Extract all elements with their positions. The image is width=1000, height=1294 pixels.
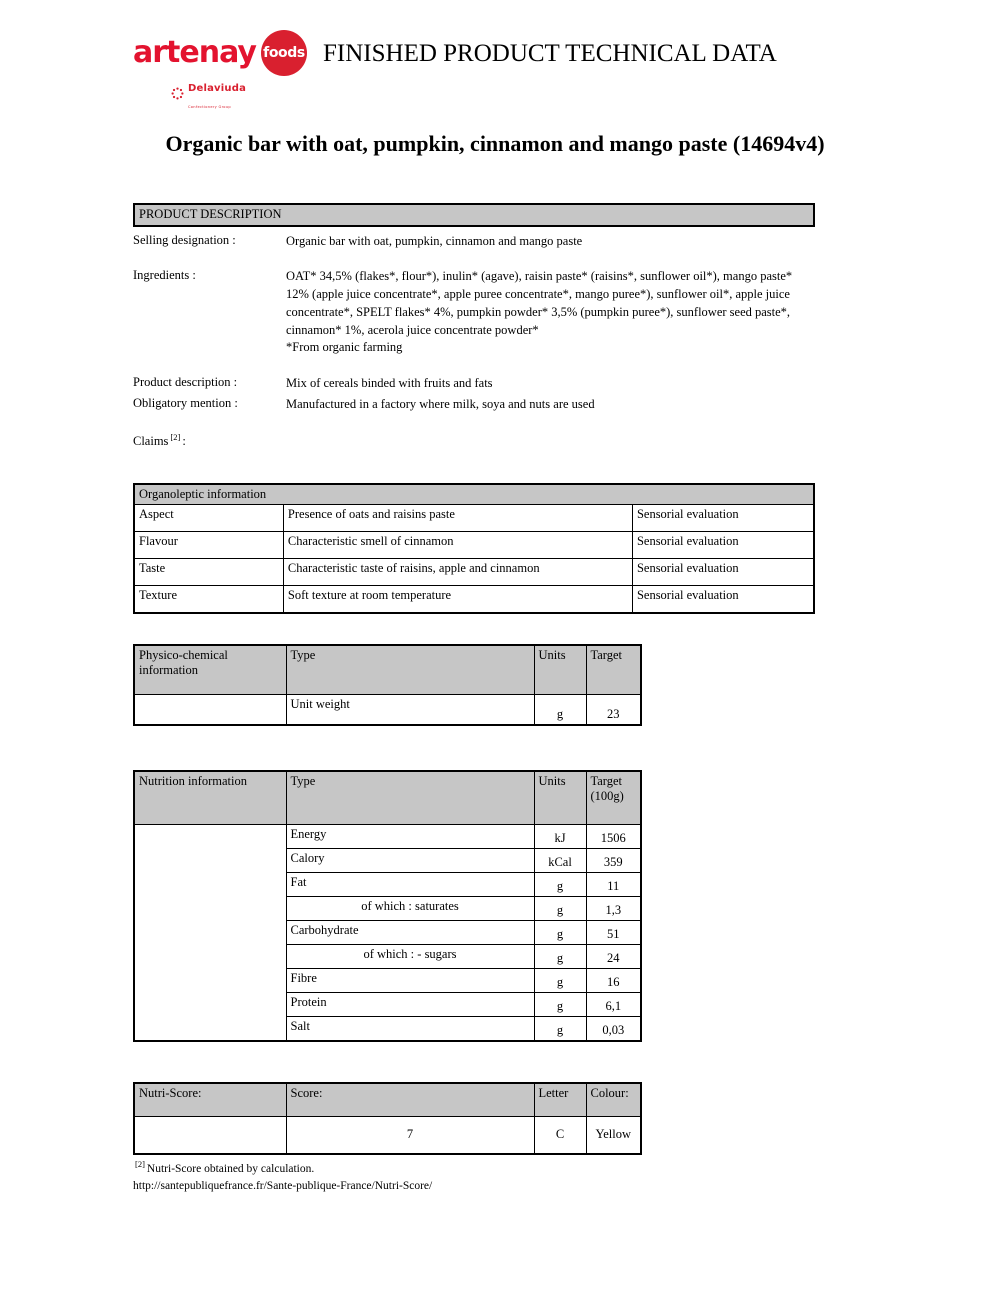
cell-units: g — [534, 1016, 586, 1041]
cell-spec: Characteristic smell of cinnamon — [283, 531, 632, 558]
cell-type: Fat — [286, 872, 534, 896]
cell-units: g — [534, 872, 586, 896]
field-label: Ingredients : — [133, 268, 196, 283]
cell-type: Carbohydrate — [286, 920, 534, 944]
cell-nutrition-name — [134, 824, 286, 1041]
table-row — [134, 824, 641, 848]
header-target-line2: (100g) — [590, 788, 624, 803]
product-description-band: PRODUCT DESCRIPTION — [133, 203, 815, 227]
cell-method: Sensorial evaluation — [632, 531, 814, 558]
cell-units: g — [534, 944, 586, 968]
header-nutrition-name: Nutrition information — [134, 771, 286, 825]
table-row — [134, 504, 814, 531]
cell-target: 23 — [586, 694, 641, 725]
header-nutriscore-letter: Letter — [534, 1083, 586, 1117]
cell-type: of which : - sugars — [286, 944, 534, 968]
field-label: Obligatory mention : — [133, 395, 238, 410]
header-nutrition-target — [586, 771, 641, 825]
header-physico-target: Target — [586, 645, 641, 695]
ingredients-text: OAT* 34,5% (flakes*, flour*), inulin* (agave), raisin paste* (raisins*, sunflower oil*), mango paste* 12% (apple juice concentrate*, apple puree concentrate*, mango puree*), sunflower oil*, apple juice concentrate*, SPELT flakes* 4%, pumpkin powder* 3,5% (pumpkin puree*), sunflower seed paste*, cinnamon* 1%, acerola juice concentrate powder* — [286, 269, 793, 337]
list-item — [133, 375, 815, 393]
cell-attribute: Taste — [134, 558, 283, 585]
brand-badge-circle — [261, 30, 307, 76]
field-value: Mix of cereals binded with fruits and fats — [286, 376, 493, 391]
brand-sub-name: Delaviuda — [188, 83, 247, 94]
header-nutriscore-label: Nutri-Score: — [134, 1083, 286, 1117]
cell-colour: Yellow — [586, 1116, 641, 1154]
cell-units: g — [534, 992, 586, 1016]
cell-method: Sensorial evaluation — [632, 504, 814, 531]
organoleptic-header: Organoleptic information — [134, 484, 814, 505]
cell-type: of which : saturates — [286, 896, 534, 920]
claims-label: Claims — [133, 433, 169, 448]
cell-target: 51 — [586, 920, 641, 944]
list-item — [133, 396, 815, 414]
header-nutriscore-colour: Colour: — [586, 1083, 641, 1117]
cell-target: 1,3 — [586, 896, 641, 920]
cell-type: Fibre — [286, 968, 534, 992]
document-kicker: FINISHED PRODUCT TECHNICAL DATA — [323, 40, 777, 67]
cell-units: g — [534, 968, 586, 992]
table-row — [134, 585, 814, 613]
cell-method: Sensorial evaluation — [632, 558, 814, 585]
footnote-text: Nutri-Score obtained by calculation. — [146, 1162, 315, 1175]
field-value: Organic bar with oat, pumpkin, cinnamon and mango paste — [286, 233, 583, 248]
header-nutriscore-score: Score: — [286, 1083, 534, 1117]
starburst-icon — [171, 87, 184, 105]
cell-target: 0,03 — [586, 1016, 641, 1041]
header-physico-name: Physico-chemical information — [134, 645, 286, 695]
header-target-line1: Target — [590, 773, 623, 788]
cell-type: Unit weight — [286, 694, 534, 725]
footnote-ref: [2] — [135, 1158, 145, 1169]
cell-type: Protein — [286, 992, 534, 1016]
footnote-1 — [133, 1158, 815, 1178]
cell-type: Energy — [286, 824, 534, 848]
cell-units: g — [534, 694, 586, 725]
list-item — [133, 233, 815, 251]
cell-target: 11 — [586, 872, 641, 896]
brand-sub-tagline: Confectionery Group — [188, 104, 231, 109]
header-nutrition-type: Type — [286, 771, 534, 825]
claims-row — [133, 432, 815, 449]
cell-spec: Presence of oats and raisins paste — [283, 504, 632, 531]
header-nutrition-units: Units — [534, 771, 586, 825]
cell-units: g — [534, 920, 586, 944]
cell-letter: C — [534, 1116, 586, 1154]
page-title: Organic bar with oat, pumpkin, cinnamon and mango paste (14694v4) — [165, 130, 825, 156]
cell-target: 24 — [586, 944, 641, 968]
cell-target: 6,1 — [586, 992, 641, 1016]
organoleptic-table — [133, 483, 815, 614]
cell-units: kJ — [534, 824, 586, 848]
field-label: Product description : — [133, 375, 238, 390]
brand-logo — [133, 30, 323, 113]
table-row — [134, 694, 641, 725]
cell-target: 1506 — [586, 824, 641, 848]
field-value: Manufactured in a factory where milk, soya and nuts are used — [286, 396, 595, 411]
cell-name — [134, 694, 286, 725]
footnotes — [133, 1158, 815, 1195]
nutrition-table — [133, 770, 642, 1042]
table-header-row — [134, 1083, 641, 1117]
table-row — [134, 558, 814, 585]
document-header — [0, 0, 1000, 113]
cell-nutriscore-label — [134, 1116, 286, 1154]
status-badge: 7 — [286, 1116, 534, 1154]
table-header-row — [134, 645, 641, 695]
brand-wordmark: artenay — [133, 35, 256, 70]
table-header-row — [134, 771, 641, 825]
cell-attribute: Texture — [134, 585, 283, 613]
table-header-row — [134, 484, 814, 505]
cell-target: 359 — [586, 848, 641, 872]
brand-badge-label: foods — [263, 45, 305, 61]
physico-chemical-table — [133, 644, 642, 726]
claims-colon: : — [182, 433, 186, 448]
cell-units: g — [534, 896, 586, 920]
footnote-url: http://santepubliquefrance.fr/Sante-publique-France/Nutri-Score/ — [133, 1179, 433, 1192]
field-value — [286, 268, 815, 357]
header-physico-type: Type — [286, 645, 534, 695]
cell-units: kCal — [534, 848, 586, 872]
brand-sub-logo — [171, 79, 323, 113]
product-description-list — [133, 233, 815, 449]
cell-spec: Soft texture at room temperature — [283, 585, 632, 613]
cell-attribute: Aspect — [134, 504, 283, 531]
nutri-score-table — [133, 1082, 642, 1155]
cell-method: Sensorial evaluation — [632, 585, 814, 613]
table-row — [134, 1116, 641, 1154]
field-label: Selling designation : — [133, 232, 236, 247]
cell-spec: Characteristic taste of raisins, apple and cinnamon — [283, 558, 632, 585]
header-physico-units: Units — [534, 645, 586, 695]
list-item — [133, 268, 815, 357]
cell-type: Calory — [286, 848, 534, 872]
table-row — [134, 531, 814, 558]
claims-footnote-ref: [2] — [170, 431, 181, 442]
cell-attribute: Flavour — [134, 531, 283, 558]
cell-type: Salt — [286, 1016, 534, 1041]
organic-farming-note: *From organic farming — [286, 340, 403, 355]
brand-logo-primary — [133, 30, 323, 76]
cell-target: 16 — [586, 968, 641, 992]
